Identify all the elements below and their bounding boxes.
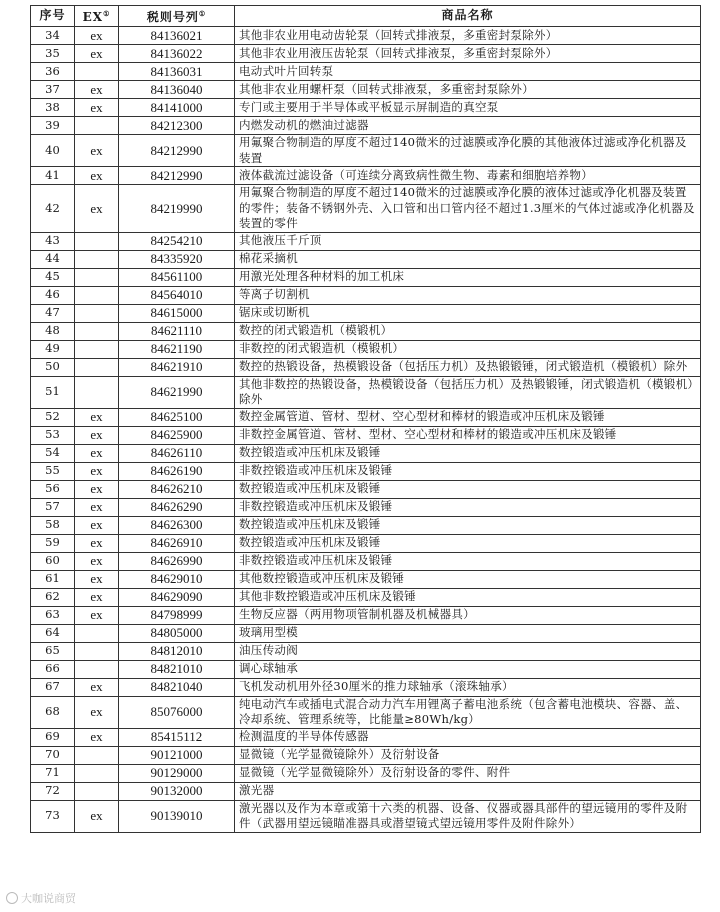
row-seq: 70 bbox=[31, 746, 75, 764]
table-row bbox=[31, 696, 701, 728]
row-seq: 55 bbox=[31, 462, 75, 480]
row-seq: 53 bbox=[31, 426, 75, 444]
table-row bbox=[31, 498, 701, 516]
row-code: 84626290 bbox=[119, 498, 235, 516]
row-ex bbox=[75, 764, 119, 782]
row-name: 油压传动阀 bbox=[235, 642, 701, 660]
table-row bbox=[31, 250, 701, 268]
row-code: 84629090 bbox=[119, 588, 235, 606]
row-name: 液体截流过滤设备（可连续分离致病性微生物、毒素和细胞培养物） bbox=[235, 167, 701, 185]
row-seq: 71 bbox=[31, 764, 75, 782]
row-code: 84621190 bbox=[119, 340, 235, 358]
row-seq: 59 bbox=[31, 534, 75, 552]
table-row bbox=[31, 167, 701, 185]
row-seq: 44 bbox=[31, 250, 75, 268]
row-ex: ex bbox=[75, 534, 119, 552]
row-ex bbox=[75, 232, 119, 250]
row-name: 其他液压千斤顶 bbox=[235, 232, 701, 250]
row-seq: 58 bbox=[31, 516, 75, 534]
table-row bbox=[31, 588, 701, 606]
watermark-logo-icon bbox=[6, 892, 18, 904]
table-row bbox=[31, 444, 701, 462]
row-seq: 63 bbox=[31, 606, 75, 624]
header-seq: 序号 bbox=[31, 6, 75, 27]
row-code: 84254210 bbox=[119, 232, 235, 250]
row-code: 84136022 bbox=[119, 45, 235, 63]
row-ex: ex bbox=[75, 167, 119, 185]
row-code: 84626300 bbox=[119, 516, 235, 534]
row-seq: 36 bbox=[31, 63, 75, 81]
row-code: 90121000 bbox=[119, 746, 235, 764]
table-row bbox=[31, 678, 701, 696]
row-code: 84136040 bbox=[119, 81, 235, 99]
row-seq: 66 bbox=[31, 660, 75, 678]
row-name: 玻璃用型模 bbox=[235, 624, 701, 642]
table-row bbox=[31, 764, 701, 782]
row-code: 85076000 bbox=[119, 696, 235, 728]
row-code: 84621910 bbox=[119, 358, 235, 376]
row-code: 84626990 bbox=[119, 552, 235, 570]
row-ex: ex bbox=[75, 498, 119, 516]
row-code: 84805000 bbox=[119, 624, 235, 642]
row-code: 84625100 bbox=[119, 408, 235, 426]
row-name: 用激光处理各种材料的加工机床 bbox=[235, 268, 701, 286]
table-row bbox=[31, 27, 701, 45]
row-ex: ex bbox=[75, 27, 119, 45]
row-seq: 49 bbox=[31, 340, 75, 358]
commodity-table bbox=[30, 5, 701, 833]
table-row bbox=[31, 570, 701, 588]
row-code: 90132000 bbox=[119, 782, 235, 800]
table-row bbox=[31, 782, 701, 800]
row-ex bbox=[75, 376, 119, 408]
row-seq: 67 bbox=[31, 678, 75, 696]
table-row bbox=[31, 426, 701, 444]
row-code: 84335920 bbox=[119, 250, 235, 268]
row-ex: ex bbox=[75, 552, 119, 570]
row-seq: 50 bbox=[31, 358, 75, 376]
table-row bbox=[31, 63, 701, 81]
row-code: 84621990 bbox=[119, 376, 235, 408]
row-code: 84136021 bbox=[119, 27, 235, 45]
row-ex bbox=[75, 322, 119, 340]
row-ex bbox=[75, 660, 119, 678]
table-row bbox=[31, 135, 701, 167]
row-name: 非数控锻造或冲压机床及锻锤 bbox=[235, 498, 701, 516]
table-row bbox=[31, 232, 701, 250]
row-name: 非数控金属管道、管材、型材、空心型材和棒材的锻造或冲压机床及锻锤 bbox=[235, 426, 701, 444]
row-name: 其他数控锻造或冲压机床及锻锤 bbox=[235, 570, 701, 588]
row-name: 其他非农业用电动齿轮泵（回转式排液泵，多重密封泵除外） bbox=[235, 27, 701, 45]
row-name: 飞机发动机用外径30厘米的推力球轴承（滚珠轴承） bbox=[235, 678, 701, 696]
table-row bbox=[31, 304, 701, 322]
row-ex bbox=[75, 624, 119, 642]
row-ex: ex bbox=[75, 45, 119, 63]
table-row bbox=[31, 534, 701, 552]
row-ex bbox=[75, 250, 119, 268]
row-code: 84821010 bbox=[119, 660, 235, 678]
row-code: 84212300 bbox=[119, 117, 235, 135]
row-ex bbox=[75, 268, 119, 286]
row-name: 非数控锻造或冲压机床及锻锤 bbox=[235, 552, 701, 570]
table-row bbox=[31, 376, 701, 408]
row-seq: 60 bbox=[31, 552, 75, 570]
table-row bbox=[31, 624, 701, 642]
table-row bbox=[31, 642, 701, 660]
row-seq: 69 bbox=[31, 728, 75, 746]
row-code: 84621110 bbox=[119, 322, 235, 340]
row-code: 84626910 bbox=[119, 534, 235, 552]
row-seq: 52 bbox=[31, 408, 75, 426]
row-code: 84615000 bbox=[119, 304, 235, 322]
table-row bbox=[31, 800, 701, 832]
row-seq: 65 bbox=[31, 642, 75, 660]
header-ex: EX① bbox=[75, 6, 119, 27]
row-name: 电动式叶片回转泵 bbox=[235, 63, 701, 81]
row-seq: 39 bbox=[31, 117, 75, 135]
row-code: 84629010 bbox=[119, 570, 235, 588]
row-name: 数控的闭式锻造机（模锻机） bbox=[235, 322, 701, 340]
row-seq: 56 bbox=[31, 480, 75, 498]
row-name: 专门或主要用于半导体或平板显示屏制造的真空泵 bbox=[235, 99, 701, 117]
row-code: 84821040 bbox=[119, 678, 235, 696]
table-row bbox=[31, 746, 701, 764]
row-seq: 61 bbox=[31, 570, 75, 588]
row-name: 数控金属管道、管材、型材、空心型材和棒材的锻造或冲压机床及锻锤 bbox=[235, 408, 701, 426]
row-seq: 51 bbox=[31, 376, 75, 408]
row-code: 84561100 bbox=[119, 268, 235, 286]
row-ex bbox=[75, 358, 119, 376]
row-ex bbox=[75, 304, 119, 322]
row-ex: ex bbox=[75, 185, 119, 233]
table-row bbox=[31, 552, 701, 570]
row-code: 90139010 bbox=[119, 800, 235, 832]
table-row bbox=[31, 99, 701, 117]
row-seq: 62 bbox=[31, 588, 75, 606]
row-name: 显微镜（光学显微镜除外）及衍射设备 bbox=[235, 746, 701, 764]
row-code: 84812010 bbox=[119, 642, 235, 660]
row-code: 84626210 bbox=[119, 480, 235, 498]
row-name: 等离子切割机 bbox=[235, 286, 701, 304]
table-row bbox=[31, 462, 701, 480]
row-ex: ex bbox=[75, 516, 119, 534]
table-row bbox=[31, 516, 701, 534]
row-ex: ex bbox=[75, 462, 119, 480]
row-name: 其他非农业用螺杆泵（回转式排液泵，多重密封泵除外） bbox=[235, 81, 701, 99]
row-name: 锯床或切断机 bbox=[235, 304, 701, 322]
row-seq: 48 bbox=[31, 322, 75, 340]
row-name: 其他非数控的热锻设备，热模锻设备（包括压力机）及热锻锻锤，闭式锻造机（模锻机）除外 bbox=[235, 376, 701, 408]
row-ex: ex bbox=[75, 426, 119, 444]
row-name: 激光器以及作为本章或第十六类的机器、设备、仪器或器具部件的望远镜用的零件及附件（武器用望远镜瞄准器具或潜望镜式望远镜用零件及附件除外） bbox=[235, 800, 701, 832]
row-ex: ex bbox=[75, 480, 119, 498]
table-row bbox=[31, 286, 701, 304]
row-ex: ex bbox=[75, 800, 119, 832]
row-name: 棉花采摘机 bbox=[235, 250, 701, 268]
row-name: 纯电动汽车或插电式混合动力汽车用锂离子蓄电池系统（包含蓄电池模块、容器、盖、冷却系统、管理系统等，比能量≥80Wh/kg） bbox=[235, 696, 701, 728]
row-ex bbox=[75, 286, 119, 304]
row-name: 用氟聚合物制造的厚度不超过140微米的过滤膜或净化膜的液体过滤或净化机器及装置的零件；装备不锈钢外壳、入口管和出口管内径不超过1.3厘米的气体过滤或净化机器及装置的零件 bbox=[235, 185, 701, 233]
row-seq: 34 bbox=[31, 27, 75, 45]
row-code: 85415112 bbox=[119, 728, 235, 746]
row-seq: 46 bbox=[31, 286, 75, 304]
table-row bbox=[31, 480, 701, 498]
table-row bbox=[31, 322, 701, 340]
header-name: 商品名称 bbox=[235, 6, 701, 27]
table-row bbox=[31, 340, 701, 358]
row-seq: 35 bbox=[31, 45, 75, 63]
row-name: 数控锻造或冲压机床及锻锤 bbox=[235, 534, 701, 552]
watermark bbox=[6, 890, 76, 906]
row-name: 非数控锻造或冲压机床及锻锤 bbox=[235, 462, 701, 480]
table-row bbox=[31, 728, 701, 746]
row-ex bbox=[75, 746, 119, 764]
row-seq: 41 bbox=[31, 167, 75, 185]
row-seq: 73 bbox=[31, 800, 75, 832]
table-row bbox=[31, 660, 701, 678]
row-name: 非数控的闭式锻造机（模锻机） bbox=[235, 340, 701, 358]
row-code: 84219990 bbox=[119, 185, 235, 233]
row-ex bbox=[75, 63, 119, 81]
row-seq: 40 bbox=[31, 135, 75, 167]
row-ex: ex bbox=[75, 99, 119, 117]
row-name: 数控锻造或冲压机床及锻锤 bbox=[235, 444, 701, 462]
row-name: 其他非数控锻造或冲压机床及锻锤 bbox=[235, 588, 701, 606]
header-code: 税则号列① bbox=[119, 6, 235, 27]
table-row bbox=[31, 606, 701, 624]
table-row bbox=[31, 408, 701, 426]
table-row bbox=[31, 268, 701, 286]
row-code: 84141000 bbox=[119, 99, 235, 117]
row-name: 检测温度的半导体传感器 bbox=[235, 728, 701, 746]
row-name: 内燃发动机的燃油过滤器 bbox=[235, 117, 701, 135]
row-seq: 64 bbox=[31, 624, 75, 642]
row-name: 数控的热锻设备，热模锻设备（包括压力机）及热锻锻锤，闭式锻造机（模锻机）除外 bbox=[235, 358, 701, 376]
row-seq: 43 bbox=[31, 232, 75, 250]
row-name: 用氟聚合物制造的厚度不超过140微米的过滤膜或净化膜的其他液体过滤或净化机器及装置 bbox=[235, 135, 701, 167]
row-name: 激光器 bbox=[235, 782, 701, 800]
row-seq: 47 bbox=[31, 304, 75, 322]
row-code: 90129000 bbox=[119, 764, 235, 782]
row-seq: 72 bbox=[31, 782, 75, 800]
row-ex bbox=[75, 340, 119, 358]
row-seq: 42 bbox=[31, 185, 75, 233]
row-code: 84212990 bbox=[119, 135, 235, 167]
row-ex: ex bbox=[75, 444, 119, 462]
row-name: 显微镜（光学显微镜除外）及衍射设备的零件、附件 bbox=[235, 764, 701, 782]
row-ex bbox=[75, 642, 119, 660]
row-name: 数控锻造或冲压机床及锻锤 bbox=[235, 480, 701, 498]
table-row bbox=[31, 117, 701, 135]
row-name: 其他非农业用液压齿轮泵（回转式排液泵，多重密封泵除外） bbox=[235, 45, 701, 63]
row-seq: 45 bbox=[31, 268, 75, 286]
row-ex: ex bbox=[75, 728, 119, 746]
row-ex: ex bbox=[75, 81, 119, 99]
row-code: 84564010 bbox=[119, 286, 235, 304]
row-ex bbox=[75, 117, 119, 135]
table-header-row bbox=[31, 6, 701, 27]
row-name: 数控锻造或冲压机床及锻锤 bbox=[235, 516, 701, 534]
table-row bbox=[31, 45, 701, 63]
table-row bbox=[31, 358, 701, 376]
row-seq: 54 bbox=[31, 444, 75, 462]
row-code: 84626110 bbox=[119, 444, 235, 462]
row-code: 84625900 bbox=[119, 426, 235, 444]
table-row bbox=[31, 81, 701, 99]
row-code: 84136031 bbox=[119, 63, 235, 81]
row-ex: ex bbox=[75, 135, 119, 167]
row-ex: ex bbox=[75, 606, 119, 624]
row-ex: ex bbox=[75, 678, 119, 696]
row-ex: ex bbox=[75, 696, 119, 728]
row-seq: 38 bbox=[31, 99, 75, 117]
row-name: 生物反应器（两用物项管制机器及机械器具） bbox=[235, 606, 701, 624]
table-row bbox=[31, 185, 701, 233]
row-seq: 68 bbox=[31, 696, 75, 728]
row-seq: 57 bbox=[31, 498, 75, 516]
row-ex bbox=[75, 782, 119, 800]
row-name: 调心球轴承 bbox=[235, 660, 701, 678]
watermark-text: 大咖说商贸 bbox=[21, 892, 76, 905]
row-code: 84212990 bbox=[119, 167, 235, 185]
row-seq: 37 bbox=[31, 81, 75, 99]
row-ex: ex bbox=[75, 570, 119, 588]
row-code: 84626190 bbox=[119, 462, 235, 480]
table-body bbox=[31, 27, 701, 833]
row-ex: ex bbox=[75, 588, 119, 606]
row-code: 84798999 bbox=[119, 606, 235, 624]
row-ex: ex bbox=[75, 408, 119, 426]
